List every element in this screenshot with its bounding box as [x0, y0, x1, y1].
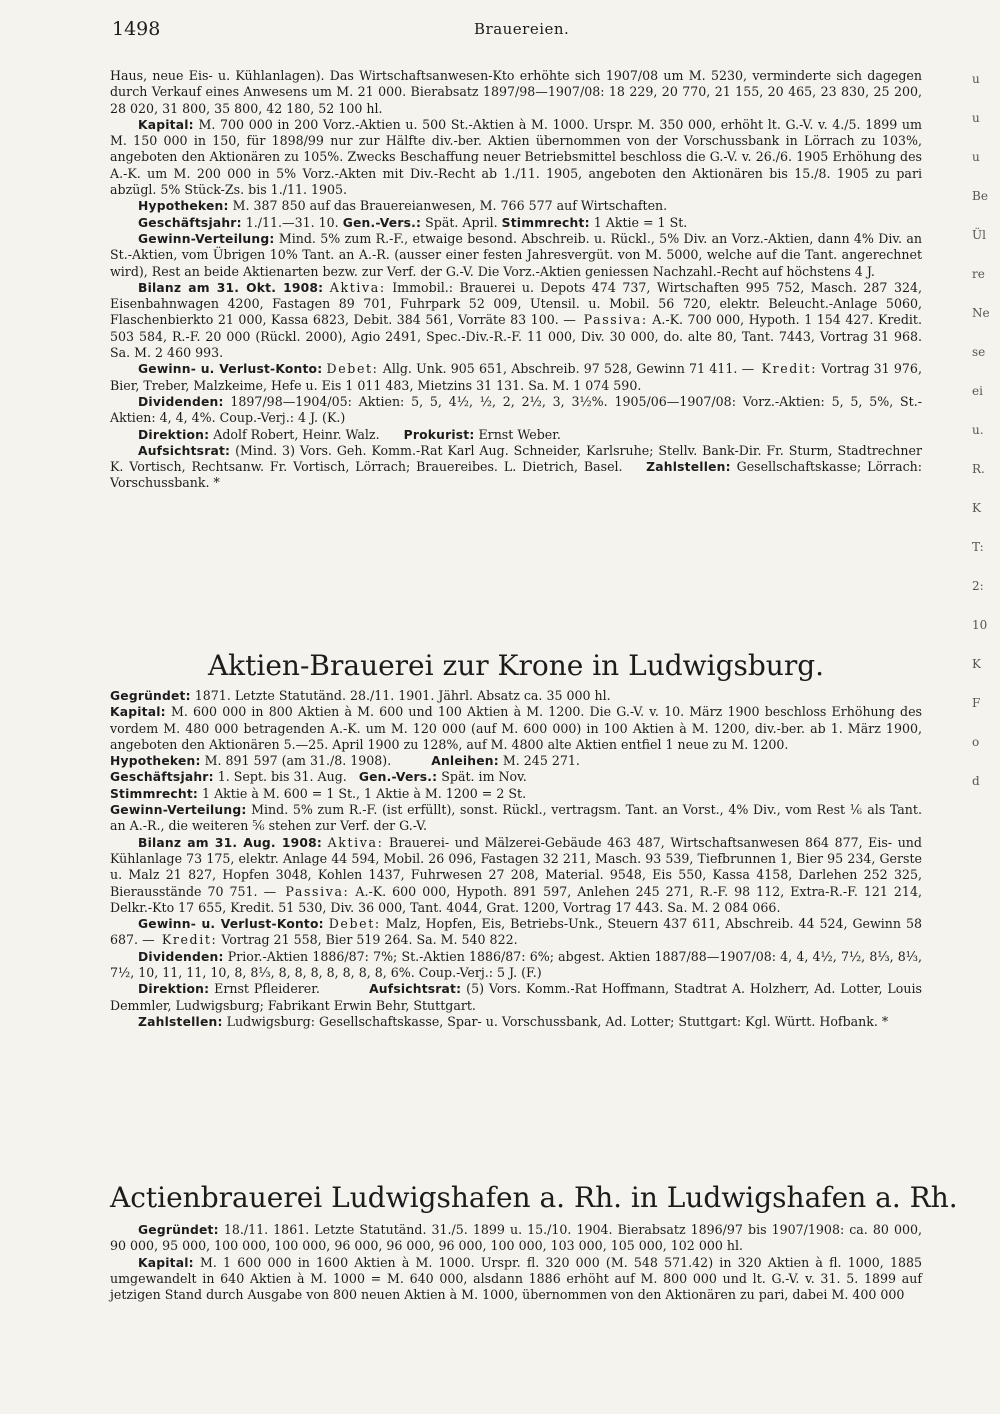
- aufsichtsrat-text: (5) Vors. Komm.-Rat Hoffmann, Stadtrat A. Holzherr, Ad. Lotter, Louis Demmler, Ludwigsburg; Fabrikant Erwin Behr, Stuttgart.: [110, 981, 922, 1013]
- bilanz-paragraph: [110, 835, 922, 916]
- direktion-text: Adolf Robert, Heinr. Walz.: [213, 426, 380, 442]
- section-title-krone: Aktien-Brauerei zur Krone in Ludwigsburg.: [207, 649, 825, 682]
- direktion-label: Direktion:: [138, 427, 210, 442]
- anleihen-label: Anleihen:: [431, 754, 499, 769]
- running-head: Brauereien.: [474, 20, 570, 38]
- margin-char: d: [972, 774, 980, 788]
- stimmrecht-text: 1 Aktie = 1 St.: [593, 214, 688, 230]
- aktiva-label: Aktiva:: [327, 834, 384, 850]
- zahlstellen-label: Zahlstellen:: [646, 460, 731, 475]
- gewinnverteilung-text: Mind. 5% zum R.-F. (ist erfüllt), sonst. Rückl., vertragsm. Tant. an Vorst., 4% Div., vom Rest ⅙ als Tant. an A.-R., die weiteren ⅚ stehen zur Verf. der G.-V.: [110, 802, 922, 834]
- margin-char: o: [972, 735, 980, 749]
- geschaeftsjahr-label: Geschäftsjahr:: [110, 770, 214, 785]
- guv-paragraph: [110, 361, 922, 394]
- kapital-label: Kapital:: [138, 117, 194, 132]
- gegruendet-paragraph: [110, 688, 922, 704]
- genvers-label: Gen.-Vers.:: [358, 770, 438, 785]
- gegruendet-text: 18./11. 1861. Letzte Statutänd. 31./5. 1899 u. 15./10. 1904. Bierabsatz 1896/97 bis 1907/1908: ca. 80 000, 90 000, 95 000, 100 000, 100 000, 96 000, 96 000, 96 000, 100 000, 103 000, 105 000, 102 000 hl.: [110, 1222, 922, 1254]
- margin-char: Ne: [972, 306, 990, 320]
- aktiva-label: Aktiva:: [329, 279, 386, 295]
- continuation-entry: [110, 68, 922, 492]
- direktion-paragraph: [110, 981, 922, 1014]
- kapital-paragraph: [110, 704, 922, 753]
- margin-char: T:: [972, 540, 984, 554]
- hypotheken-paragraph: [110, 198, 922, 214]
- section-title-ludwigshafen: Actienbrauerei Ludwigshafen a. Rh. in Ludwigshafen a. Rh.: [110, 1181, 958, 1214]
- margin-char: 2:: [972, 579, 984, 593]
- intro-paragraph: Haus, neue Eis- u. Kühlanlagen). Das Wirtschaftsanwesen-Kto erhöhte sich 1907/08 um M. 5230, verminderte sich dagegen durch Verkauf eines Anwesens um M. 21 000. Bierabsatz 1897/98—1907/08: 18 229, 20 770, 21 155, 20 465, 23 830, 25 200, 28 020, 31 800, 35 800, 42 180, 52 100 hl.: [110, 68, 922, 116]
- hypotheken-label: Hypotheken:: [138, 199, 229, 214]
- gewinnverteilung-paragraph: [110, 231, 922, 280]
- entry-ludwigshafen: [110, 1222, 922, 1303]
- hypotheken-text: M. 387 850 auf das Brauereianwesen, M. 766 577 auf Wirtschaften.: [232, 198, 668, 214]
- genvers-label: Gen.-Vers.:: [342, 215, 422, 230]
- gegruendet-label: Gegründet:: [110, 689, 191, 703]
- gewinnverteilung-label: Gewinn-Verteilung:: [138, 231, 275, 246]
- kapital-paragraph: [110, 117, 922, 198]
- bilanz-label: Bilanz am 31. Okt. 1908:: [138, 280, 324, 295]
- gegruendet-text: 1871. Letzte Statutänd. 28./11. 1901. Jährl. Absatz ca. 35 000 hl.: [194, 688, 611, 703]
- kredit-label: — Kredit:: [741, 361, 818, 377]
- margin-char: u.: [972, 423, 984, 437]
- aktiva-text: Brauerei- und Mälzerei-Gebäude 463 487, Wirtschaftsanwesen 864 877, Eis- und Kühlanlage 73 175, elektr. Anlage 44 594, Mobil. 26 096, Fastagen 32 211, Masch. 93 539, Tiefbrunnen 1, Bier 95 234, Gerste u. Malz 21 827, Hopfen 3048, Kohlen 1437, Fuhrwesen 27 208, Material. 9548, Eis 550, Kassa 4158, Darlehen 252 325, Bierausstände 70 751.: [110, 834, 922, 899]
- prokurist-label: Prokurist:: [403, 427, 475, 442]
- margin-char: 10: [972, 618, 988, 632]
- passiva-text: A.-K. 600 000, Hypoth. 891 597, Anlehen 245 271, R.-F. 98 112, Extra-R.-F. 121 214, Delkr.-Kto 17 655, Kredit. 51 530, Div. 36 000, Tant. 4044, Grat. 1200, Vortrag 17 443. Sa. M. 2 084 066.: [110, 883, 922, 915]
- debet-label: Debet:: [328, 916, 381, 932]
- genvers-text: Spät. April.: [425, 214, 498, 230]
- margin-char: re: [972, 267, 985, 281]
- dividenden-label: Dividenden:: [138, 949, 224, 964]
- genvers-text: Spät. im Nov.: [441, 769, 527, 785]
- zahlstellen-text: Gesellschaftskasse; Lörrach: Vorschussbank. *: [110, 459, 923, 491]
- margin-char: F: [972, 696, 981, 710]
- kredit-text: Vortrag 31 976, Bier, Treber, Malzkeime, Hefe u. Eis 1 011 483, Mietzins 31 131. Sa. M. 1 074 590.: [110, 361, 922, 393]
- margin-char: R.: [972, 462, 985, 476]
- aufsichtsrat-text: (Mind. 3) Vors. Geh. Komm.-Rat Karl Aug. Schneider, Karlsruhe; Stellv. Bank-Dir. Fr. Sturm, Stadtrechner K. Vortisch, Rechtsanw. Fr. Vortisch, Lörrach; Brauereibes. L. Dietrich, Basel.: [110, 442, 922, 475]
- gegruendet-label: Gegründet:: [138, 1223, 219, 1237]
- page-header: [112, 18, 960, 46]
- kapital-label: Kapital:: [110, 705, 166, 720]
- dividenden-paragraph: [110, 394, 922, 427]
- aufsichtsrat-label: Aufsichtsrat:: [369, 982, 462, 997]
- dividenden-paragraph: [110, 949, 922, 982]
- margin-char: ei: [972, 384, 983, 398]
- gewinnverteilung-text: Mind. 5% zum R.-F., etwaige besond. Abschreib. u. Rückl., 5% Div. an Vorz.-Aktien, dann 4% Div. an St.-Aktien, vom Übrigen 10% Tant. an A.-R. (ausser einer festen Jahresvergüt. von M. 5000, welche auf die Tant. angerechnet wird), Rest an beide Aktienarten bezw. zur Verf. der G.-V. Die Vorz.-Aktien geniessen Nachzahl.-Recht auf höchstens 4 J.: [110, 230, 922, 279]
- guv-label: Gewinn- u. Verlust-Konto:: [138, 917, 324, 932]
- geschaeftsjahr-paragraph: [110, 769, 922, 785]
- zahlstellen-paragraph: [110, 1014, 922, 1030]
- gegruendet-paragraph: [110, 1222, 922, 1255]
- kredit-text: Vortrag 21 558, Bier 519 264. Sa. M. 540 822.: [221, 932, 518, 948]
- direktion-text: Ernst Pfleiderer.: [214, 981, 320, 997]
- gewinnverteilung-label: Gewinn-Verteilung:: [110, 803, 247, 818]
- kapital-text: M. 700 000 in 200 Vorz.-Aktien u. 500 St.-Aktien à M. 1000. Urspr. M. 350 000, erhöht lt. G.-V. v. 4./5. 1899 um M. 150 000 in 150, für 1898/99 nur zur Hälfte div.-ber. Aktien übernommen von der Vorschussbank in Lörrach zu 103%, angeboten den Aktionären zu 105%. Zwecks Beschaffung neuer Betriebsmittel beschloss die G.-V. v. 26./6. 1905 Erhöhung des A.-K. um M. 200 000 in 5% Vorz.-Akten mit Div.-Recht ab 1./11. 1905, angeboten den Aktionären bis 15./8. 1905 zu pari abzügl. 5% Stück-Zs. bis 1./11. 1905.: [110, 116, 922, 198]
- debet-label: Debet:: [326, 361, 379, 377]
- geschaeftsjahr-text: 1./11.—31. 10.: [245, 214, 339, 230]
- guv-paragraph: [110, 916, 922, 949]
- stimmrecht-label: Stimmrecht:: [501, 215, 590, 230]
- kredit-label: — Kredit:: [142, 932, 218, 948]
- zahlstellen-label: Zahlstellen:: [138, 1014, 223, 1029]
- gewinnverteilung-paragraph: [110, 802, 922, 835]
- page-number: 1498: [112, 18, 161, 40]
- hypotheken-text: M. 891 597 (am 31./8. 1908).: [204, 753, 392, 769]
- stimmrecht-label: Stimmrecht:: [110, 786, 199, 801]
- margin-char: u: [972, 111, 980, 125]
- kapital-text: M. 600 000 in 800 Aktien à M. 600 und 100 Aktien à M. 1200. Die G.-V. v. 10. März 1900 beschloss Erhöhung des vordem M. 480 000 betragenden A.-K. um M. 120 000 (auf M. 600 000) in 100 Aktien à M. 1200, div.-ber. ab 1. März 1900, angeboten den Aktionären 5.—25. April 1900 zu 128%, auf M. 4800 alte Aktien entfiel 1 neue zu M. 1200.: [110, 704, 922, 752]
- zahlstellen-text: Ludwigsburg: Gesellschaftskasse, Spar- u. Vorschussbank, Ad. Lotter; Stuttgart: Kgl. Württ. Hofbank. *: [226, 1013, 889, 1029]
- passiva-label: — Passiva:: [563, 312, 648, 328]
- debet-text: Allg. Unk. 905 651, Abschreib. 97 528, Gewinn 71 411.: [382, 361, 738, 377]
- hypotheken-label: Hypotheken:: [110, 754, 201, 769]
- stimmrecht-text: 1 Aktie à M. 600 = 1 St., 1 Aktie à M. 1200 = 2 St.: [202, 785, 527, 801]
- geschaeftsjahr-label: Geschäftsjahr:: [138, 215, 242, 230]
- margin-char: Ül: [972, 228, 986, 242]
- margin-char: Be: [972, 189, 988, 203]
- direktion-paragraph: [110, 427, 922, 443]
- stimmrecht-paragraph: [110, 786, 922, 802]
- anleihen-text: M. 245 271.: [502, 753, 580, 769]
- margin-char: K: [972, 657, 981, 671]
- kapital-label: Kapital:: [138, 1255, 194, 1270]
- dividenden-label: Dividenden:: [138, 394, 224, 409]
- hypotheken-paragraph: [110, 753, 922, 769]
- geschaeftsjahr-text: 1. Sept. bis 31. Aug.: [217, 769, 347, 785]
- margin-char: se: [972, 345, 986, 359]
- dividenden-text: Prior.-Aktien 1886/87: 7%; St.-Aktien 1886/87: 6%; abgest. Aktien 1887/88—1907/08: 4, 4, 4½, 7½, 8⅓, 8⅓, 7½, 10, 11, 11, 10, 8, 8⅓, 8, 8, 8, 8, 8, 8, 8, 6%. Coup.-Verj.: 5 J. (F.): [110, 948, 922, 981]
- aktiva-text: Immobil.: Brauerei u. Depots 474 737, Wirtschaften 995 752, Masch. 287 324, Eisenbahnwagen 4200, Fastagen 89 701, Fuhrpark 52 009, Utensil. u. Mobil. 56 720, elektr. Beleucht.-Anlage 5060, Flaschenbierkto 21 000, Kassa 6823, Debit. 384 561, Vorräte 83 100.: [110, 279, 922, 328]
- bilanz-label: Bilanz am 31. Aug. 1908:: [138, 835, 322, 850]
- dividenden-text: 1897/98—1904/05: Aktien: 5, 5, 4½, ½, 2, 2½, 3, 3½%. 1905/06—1907/08: Vorz.-Aktien: 5, 5, 5%, St.-Aktien: 4, 4, 4%. Coup.-Verj.: 4 J. (K.): [110, 393, 922, 426]
- margin-char: u: [972, 150, 980, 164]
- passiva-text: A.-K. 700 000, Hypoth. 1 154 427. Kredit. 503 584, R.-F. 20 000 (Rückl. 2000), Agio 2491, Spec.-Div.-R.-F. 11 000, Div. 30 000, do. alte 80, Tant. 7443, Vortrag 31 968. Sa. M. 2 460 993.: [110, 312, 922, 361]
- bilanz-paragraph: [110, 280, 922, 361]
- kapital-paragraph: [110, 1255, 922, 1304]
- geschaeftsjahr-paragraph: [110, 215, 922, 231]
- margin-char: u: [972, 72, 980, 86]
- entry-krone: [110, 688, 922, 1030]
- aufsichtsrat-label: Aufsichtsrat:: [138, 443, 231, 458]
- facing-page-margin: [972, 60, 1000, 801]
- margin-char: K: [972, 501, 981, 515]
- passiva-label: — Passiva:: [263, 883, 350, 899]
- aufsichtsrat-paragraph: [110, 443, 922, 492]
- prokurist-text: Ernst Weber.: [478, 426, 561, 442]
- guv-label: Gewinn- u. Verlust-Konto:: [138, 362, 323, 377]
- debet-text: Malz, Hopfen, Eis, Betriebs-Unk., Steuern 437 611, Abschreib. 44 524, Gewinn 58 687.: [110, 916, 922, 948]
- kapital-text: M. 1 600 000 in 1600 Aktien à M. 1000. Urspr. fl. 320 000 (M. 548 571.42) in 320 Aktien à fl. 1000, 1885 umgewandelt in 640 Aktien à M. 1000 = M. 640 000, alsdann 1886 erhöht auf M. 800 000 und lt. G.-V. v. 31. 5. 1899 auf jetzigen Stand durch Ausgabe von 800 neuen Aktien à M. 1000, übernommen von den Aktionären zu pari, dabei M. 400 000: [110, 1254, 922, 1303]
- direktion-label: Direktion:: [138, 982, 210, 997]
